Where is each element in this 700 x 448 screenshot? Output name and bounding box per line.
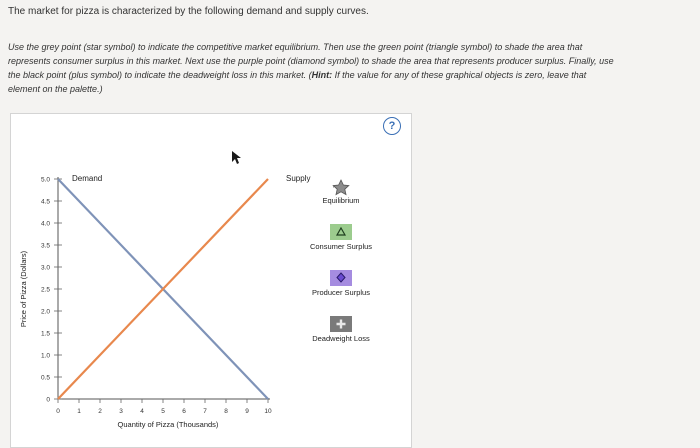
x-tick-label: 2 [98,408,102,415]
chart-labels [19,174,310,429]
series-label-demand: Demand [72,174,103,183]
x-tick-label: 0 [56,408,60,415]
palette-item-consumer-surplus[interactable] [310,224,372,251]
y-tick-label: 0.5 [40,374,50,382]
palette-item-producer-surplus[interactable] [312,270,370,297]
hint-label: Hint: [311,70,333,80]
question-mark-icon[interactable]: ? [383,117,401,135]
palette-label: Deadweight Loss [312,334,370,343]
x-tick-label: 6 [182,408,186,415]
x-tick-label: 9 [245,408,249,415]
x-tick-label: 4 [140,408,144,415]
star-icon[interactable] [333,180,349,195]
palette-item-equilibrium[interactable] [322,180,359,205]
series-label-supply: Supply [286,174,311,183]
palette[interactable] [310,180,372,343]
intro-text: The market for pizza is characterized by the following demand and supply curves. [8,6,369,17]
x-tick-label: 7 [203,408,207,415]
x-tick-label: 8 [224,408,228,415]
instructions-part1: Use the grey point (star symbol) to indicate the competitive market equilibrium. Then use the green point (triangle symbol) to shade the area that represents consumer surplus in this market. Next use the purple point (diamond symbol) to shade the area that represents producer surplus. Finally, use the black point (plus symbol) to indicate the deadweight loss in this market. ( [8,42,614,80]
y-tick-label: 4.5 [40,198,50,206]
x-axis-title: Quantity of Pizza (Thousands) [117,420,219,429]
chart-lines [58,179,268,399]
y-tick-label: 0 [46,396,50,404]
y-tick-label: 3.5 [40,242,50,250]
palette-label: Equilibrium [322,196,360,205]
y-tick-label: 3.0 [40,264,50,272]
y-tick-label: 2.0 [40,308,50,316]
y-tick-label: 4.0 [40,220,50,228]
x-tick-label: 3 [119,408,123,415]
y-tick-label: 2.5 [40,286,50,294]
palette-label: Consumer Surplus [309,242,373,251]
supply-demand-chart[interactable] [10,113,410,446]
palette-item-deadweight-loss[interactable] [312,316,370,343]
x-tick-label: 5 [161,408,165,415]
x-tick-label: 1 [77,408,81,415]
instructions [8,40,618,96]
palette-swatch [330,224,352,240]
y-tick-label: 5.0 [40,176,50,184]
palette-label: Producer Surplus [312,288,370,297]
y-tick-label: 1.0 [40,352,50,360]
x-tick-label: 10 [264,408,272,415]
y-tick-label: 1.5 [40,330,50,338]
mouse-cursor-icon [232,151,241,164]
instructions-part2: If the value for any of these graphical objects is zero, leave that element on the palette.) [8,70,587,94]
y-axis-title: Price of Pizza (Dollars) [19,250,28,328]
